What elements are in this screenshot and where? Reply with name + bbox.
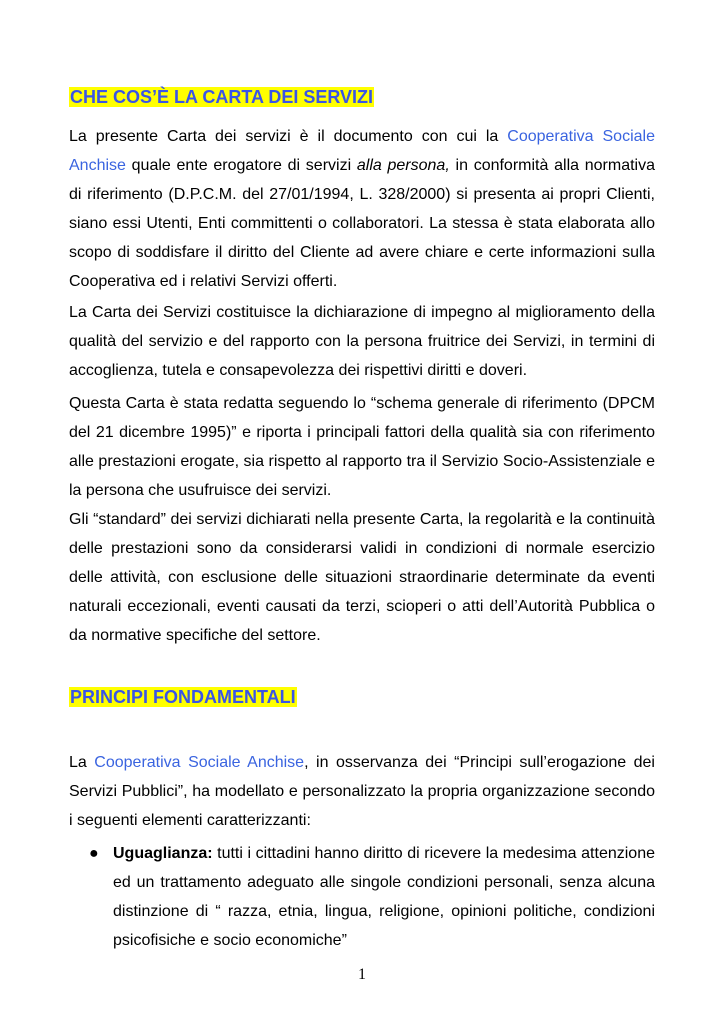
paragraph-principi-intro: La Cooperativa Sociale Anchise, in osservanza dei “Principi sull’erogazione dei Servizi Pubblici”, ha modellato e personalizzato la propria organizzazione secondo i seguenti elementi caratterizzanti:	[69, 754, 655, 829]
heading-text: PRINCIPI FONDAMENTALI	[70, 687, 296, 707]
page-number: 1	[358, 966, 366, 983]
cooperative-name: Cooperativa Sociale Anchise	[69, 128, 655, 174]
paragraph-commitment: La Carta dei Servizi costituisce la dichiarazione di impegno al miglioramento della qualità del servizio e del rapporto con la persona fruitrice dei Servizi, in termini di accoglienza, tutela e consapevolezza dei rispettivi diritti e doveri.	[69, 304, 655, 379]
paragraph-standard: Gli “standard” dei servizi dichiarati nella presente Carta, la regolarità e la continuità delle prestazioni sono da considerarsi validi in condizioni di normale esercizio delle attività, con esclusione delle situazioni straordinarie determinate da eventi naturali eccezionali, eventi causati da terzi, scioperi o atti dell’Autorità Pubblica o da normative specifiche del settore.	[69, 511, 655, 644]
heading-text: CHE COS’È LA CARTA DEI SERVIZI	[70, 87, 374, 107]
section-heading-principi	[69, 684, 297, 710]
paragraph-schema: Questa Carta è stata redatta seguendo lo “schema generale di riferimento (DPCM del 21 dicembre 1995)” e riporta i principali fattori della qualità sia con riferimento alle prestazioni erogate, sia rispetto al rapporto tra il Servizio Socio-Assistenziale e la persona che usufruisce dei servizi.	[69, 395, 655, 499]
principle-text: tutti i cittadini hanno diritto di ricevere la medesima attenzione ed un trattamento adeguato alle singole condizioni personali, senza alcuna distinzione di “ razza, etnia, lingua, religione, opinioni politiche, condizioni psicofisiche e socio economiche”	[113, 845, 655, 949]
section-heading-carta	[69, 84, 374, 110]
principle-term: Uguaglianza:	[113, 845, 213, 862]
list-item	[69, 839, 655, 955]
paragraph-intro: La presente Carta dei servizi è il documento con cui la Cooperativa Sociale Anchise quale ente erogatore di servizi alla persona, in conformità alla normativa di riferimento (D.P.C.M. del 27/01/1994, L. 328/2000) si presenta ai propri Clienti, siano essi Utenti, Enti committenti o collaboratori. La stessa è stata elaborata allo scopo di soddisfare il diritto del Cliente ad avere chiare e certe informazioni sulla Cooperativa ed i relativi Servizi offerti.	[69, 128, 655, 290]
cooperative-name: Cooperativa Sociale Anchise	[94, 754, 305, 771]
principles-list	[69, 839, 655, 955]
bullet-icon: ●	[89, 845, 99, 862]
